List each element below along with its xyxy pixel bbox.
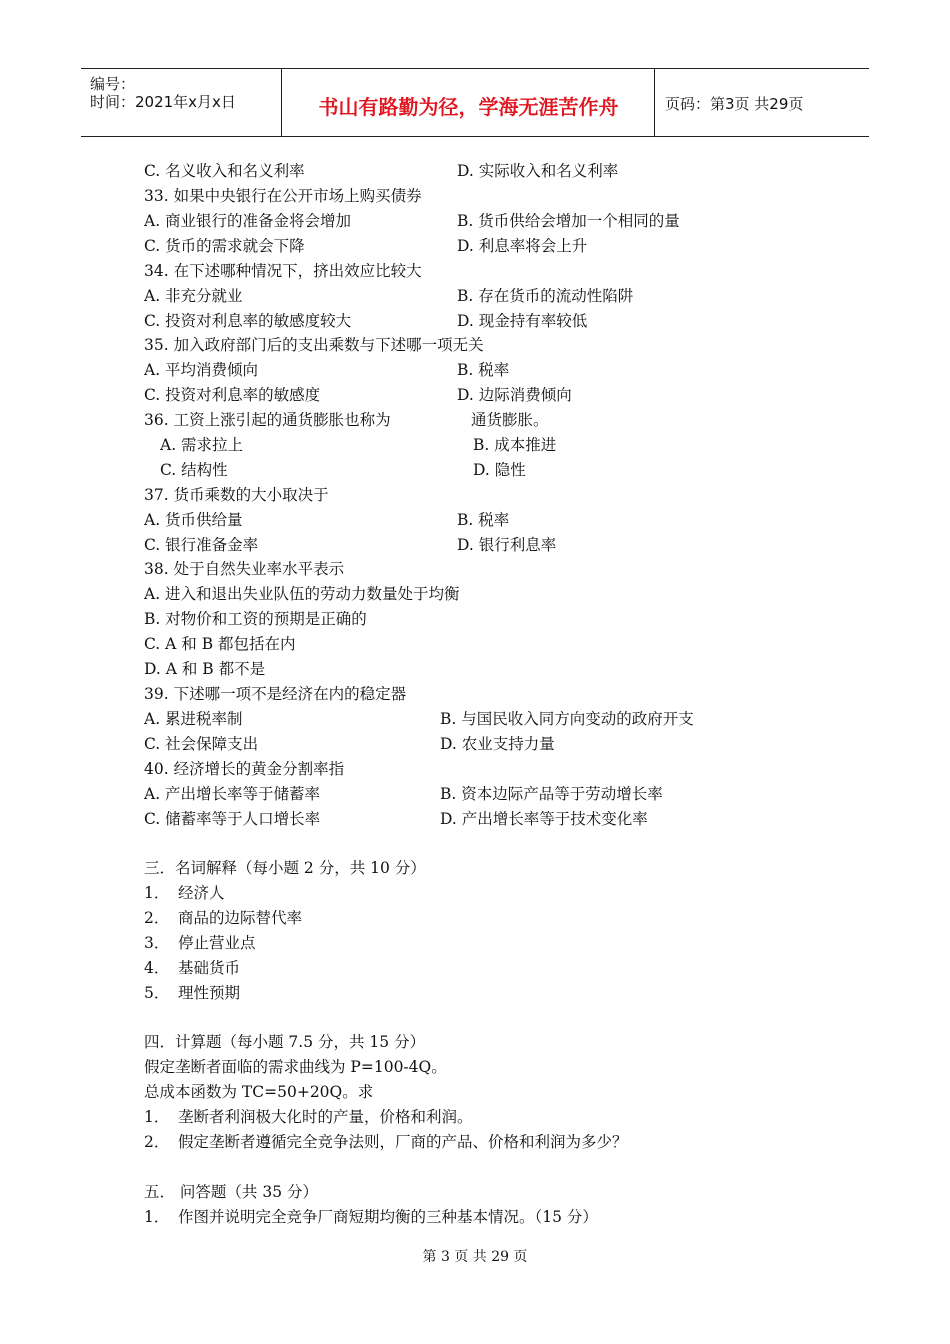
section5-item-text: 作图并说明完全竞争厂商短期均衡的三种基本情况。（15 分） [178, 1208, 598, 1226]
q36-stem: 36. 工资上涨引起的通货膨胀也称为 [144, 411, 391, 429]
q35-stem: 35. 加入政府部门后的支出乘数与下述哪一项无关 [144, 336, 484, 354]
q33-option-c: C. 货币的需求就会下降 [144, 237, 305, 255]
section3-item-text: 基础货币 [178, 959, 241, 977]
section3-item-num: 3． [144, 934, 170, 952]
q37-option-c: C. 银行准备金率 [144, 536, 259, 554]
q36-stem-tail: 通货膨胀。 [471, 411, 549, 429]
section3-title: 三．名词解释（每小题 2 分，共 10 分） [144, 859, 426, 877]
q33-option-b: B. 货币供给会增加一个相同的量 [457, 212, 680, 230]
serial-label: 编号： [90, 75, 136, 93]
q34-option-b: B. 存在货币的流动性陷阱 [457, 287, 634, 305]
q37-option-d: D. 银行利息率 [457, 536, 557, 554]
section3-item-text: 经济人 [178, 884, 225, 902]
page-info: 页码：第3页 共29页 [665, 95, 804, 113]
q38-option-d: D. A 和 B 都不是 [144, 660, 266, 678]
page-footer: 第 3 页 共 29 页 [422, 1249, 528, 1265]
q34-option-a: A. 非充分就业 [144, 287, 243, 305]
section3-item-num: 5． [144, 984, 170, 1002]
q38-option-c: C. A 和 B 都包括在内 [144, 635, 296, 653]
q34-option-d: D. 现金持有率较低 [457, 312, 588, 330]
q38-stem: 38. 处于自然失业率水平表示 [144, 560, 345, 578]
q36-option-c: C. 结构性 [160, 461, 228, 479]
q33-stem: 33. 如果中央银行在公开市场上购买债券 [144, 187, 422, 205]
section3-item-text: 理性预期 [178, 984, 241, 1002]
section3-item-num: 1． [144, 884, 170, 902]
header-motto-cell [282, 69, 655, 136]
header-left-cell [81, 69, 282, 136]
section5-item-num: 1． [144, 1208, 170, 1226]
q34-option-c: C. 投资对利息率的敏感度较大 [144, 312, 352, 330]
q39-option-b: B. 与国民收入同方向变动的政府开支 [440, 710, 694, 728]
q36-option-b: B. 成本推进 [473, 436, 557, 454]
motto: 书山有路勤为径，学海无涯苦作舟 [318, 95, 619, 119]
section4-line: 假定垄断者面临的需求曲线为 P=100-4Q。 [144, 1058, 447, 1076]
q36-option-a: A. 需求拉上 [160, 436, 244, 454]
section3-item-num: 4． [144, 959, 170, 977]
q35-option-c: C. 投资对利息率的敏感度 [144, 386, 321, 404]
section3-item-text: 商品的边际替代率 [178, 909, 303, 927]
q40-option-b: B. 资本边际产品等于劳动增长率 [440, 785, 663, 803]
q36-option-d: D. 隐性 [473, 461, 526, 479]
q35-option-d: D. 边际消费倾向 [457, 386, 572, 404]
q40-stem: 40. 经济增长的黄金分割率指 [144, 760, 345, 778]
section4-item-text: 垄断者利润极大化时的产量，价格和利润。 [178, 1108, 473, 1126]
date-label: 时间：2021年x月x日 [90, 93, 236, 111]
section4-line: 总成本函数为 TC=50+20Q。求 [144, 1083, 374, 1101]
section4-title: 四．计算题（每小题 7.5 分，共 15 分） [144, 1033, 426, 1051]
q37-stem: 37. 货币乘数的大小取决于 [144, 486, 329, 504]
q33-option-a: A. 商业银行的准备金将会增加 [144, 212, 352, 230]
q34-stem: 34. 在下述哪种情况下，挤出效应比较大 [144, 262, 422, 280]
section4-item-num: 1． [144, 1108, 170, 1126]
q38-option-b: B. 对物价和工资的预期是正确的 [144, 610, 367, 628]
q35-option-a: A. 平均消费倾向 [144, 361, 259, 379]
section5-title: 五． 问答题（共 35 分） [144, 1183, 319, 1201]
q39-option-d: D. 农业支持力量 [440, 735, 555, 753]
q39-stem: 39. 下述哪一项不是经济在内的稳定器 [144, 685, 407, 703]
q39-option-c: C. 社会保障支出 [144, 735, 259, 753]
section4-item-num: 2． [144, 1133, 170, 1151]
q33-option-d: D. 利息率将会上升 [457, 237, 588, 255]
q32-option-d: D. 实际收入和名义利率 [457, 162, 619, 180]
q32-option-c: C. 名义收入和名义利率 [144, 162, 305, 180]
section3-item-text: 停止营业点 [178, 934, 256, 952]
q37-option-a: A. 货币供给量 [144, 511, 243, 529]
q37-option-b: B. 税率 [457, 511, 510, 529]
q40-option-d: D. 产出增长率等于技术变化率 [440, 810, 648, 828]
q35-option-b: B. 税率 [457, 361, 510, 379]
q38-option-a: A. 进入和退出失业队伍的劳动力数量处于均衡 [144, 585, 460, 603]
q39-option-a: A. 累进税率制 [144, 710, 243, 728]
header-right-cell [655, 69, 869, 136]
q40-option-c: C. 储蓄率等于人口增长率 [144, 810, 321, 828]
section4-item-text: 假定垄断者遵循完全竞争法则，厂商的产品、价格和利润为多少？ [178, 1133, 628, 1151]
section3-item-num: 2． [144, 909, 170, 927]
page-header [81, 68, 869, 137]
q40-option-a: A. 产出增长率等于储蓄率 [144, 785, 321, 803]
